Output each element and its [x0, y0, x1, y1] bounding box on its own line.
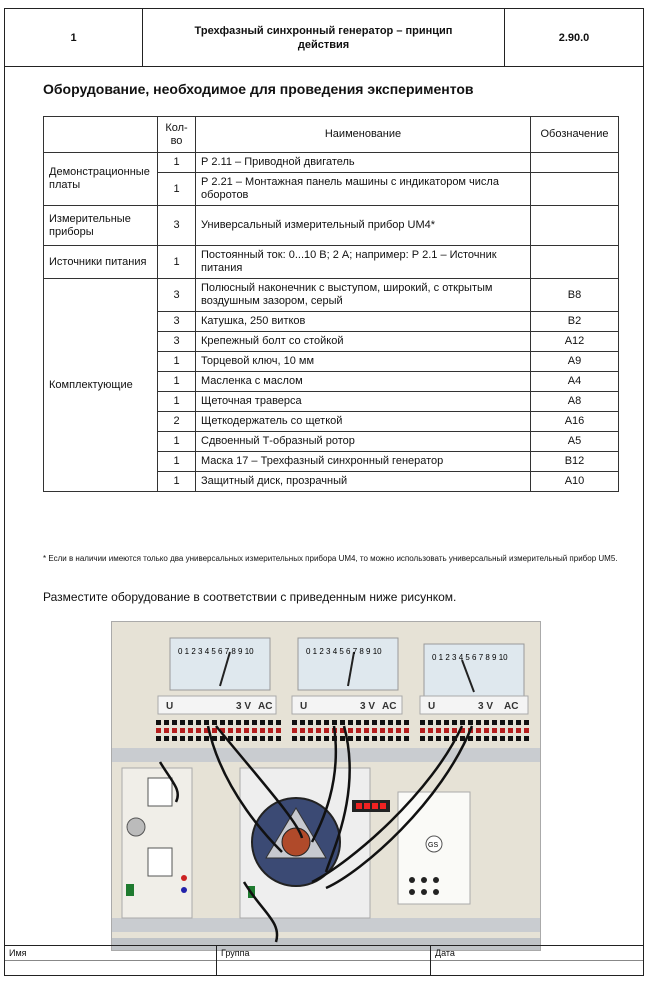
- socket: [492, 720, 497, 725]
- socket: [252, 720, 257, 725]
- socket: [500, 720, 505, 725]
- socket: [180, 728, 185, 733]
- designation-cell: А9: [531, 352, 619, 372]
- socket: [484, 736, 489, 741]
- name-cell: Щеткодержатель со щеткой: [196, 412, 531, 432]
- socket: [500, 728, 505, 733]
- designation-cell: А5: [531, 432, 619, 452]
- header-code: 2.90.0: [558, 31, 590, 44]
- socket: [260, 728, 265, 733]
- socket: [436, 720, 441, 725]
- socket: [244, 728, 249, 733]
- name-cell: Р 2.21 – Монтажная панель машины с индикатором числа оборотов: [196, 173, 531, 206]
- socket: [188, 736, 193, 741]
- socket: [460, 736, 465, 741]
- footer-group-cell: [217, 946, 431, 975]
- meter-label-range: 3 V: [236, 701, 252, 712]
- meter-1: [170, 638, 270, 690]
- table-row: [44, 279, 619, 312]
- designation-cell: [531, 206, 619, 246]
- footer-date-cell: [431, 946, 643, 975]
- name-cell: Крепежный болт со стойкой: [196, 332, 531, 352]
- socket: [220, 720, 225, 725]
- socket: [436, 736, 441, 741]
- name-cell: Катушка, 250 витков: [196, 312, 531, 332]
- socket: [156, 736, 161, 741]
- socket: [164, 720, 169, 725]
- rail: [112, 918, 541, 932]
- switch: [126, 884, 134, 896]
- designation-cell: А12: [531, 332, 619, 352]
- name-cell: Масленка с маслом: [196, 372, 531, 392]
- socket: [340, 720, 345, 725]
- socket: [268, 736, 273, 741]
- socket: [180, 736, 185, 741]
- group-cell: Комплектующие: [44, 279, 158, 492]
- socket: [300, 736, 305, 741]
- socket: [332, 720, 337, 725]
- socket: [204, 720, 209, 725]
- socket: [316, 720, 321, 725]
- socket: [380, 720, 385, 725]
- socket: [236, 736, 241, 741]
- socket: [164, 736, 169, 741]
- name-cell: Р 2.11 – Приводной двигатель: [196, 153, 531, 173]
- socket: [492, 728, 497, 733]
- socket: [204, 736, 209, 741]
- socket: [476, 736, 481, 741]
- qty-cell: 3: [158, 279, 196, 312]
- socket: [156, 728, 161, 733]
- meter-scale: 0 1 2 3 4 5 6 7 8 9 10: [178, 647, 254, 656]
- qty-cell: 2: [158, 412, 196, 432]
- designation-cell: [531, 153, 619, 173]
- document-page: [4, 8, 644, 976]
- qty-cell: 3: [158, 206, 196, 246]
- socket: [356, 720, 361, 725]
- socket: [188, 720, 193, 725]
- table-row: [44, 153, 619, 173]
- qty-cell: 1: [158, 472, 196, 492]
- socket: [420, 736, 425, 741]
- socket: [356, 728, 361, 733]
- meter-2: [298, 638, 398, 690]
- socket: [476, 720, 481, 725]
- socket: [444, 720, 449, 725]
- name-cell: Постоянный ток: 0...10 В; 2 А; например: Р 2.1 – Источник питания: [196, 246, 531, 279]
- footer: [5, 945, 643, 975]
- socket: [500, 736, 505, 741]
- socket: [524, 736, 529, 741]
- meter-label-u: U: [166, 701, 174, 712]
- group-cell: Демонстрационные платы: [44, 153, 158, 206]
- designation-cell: А4: [531, 372, 619, 392]
- qty-cell: 1: [158, 372, 196, 392]
- socket: [212, 720, 217, 725]
- instruction: Разместите оборудование в соответствии с приведенным ниже рисунком.: [43, 590, 457, 604]
- section-title: Оборудование, необходимое для проведения экспериментов: [43, 81, 474, 97]
- socket: [524, 720, 529, 725]
- socket: [420, 720, 425, 725]
- socket: [388, 736, 393, 741]
- socket: [404, 736, 409, 741]
- name-cell: Маска 17 – Трехфазный синхронный генератор: [196, 452, 531, 472]
- socket: [196, 720, 201, 725]
- qty-cell: 1: [158, 153, 196, 173]
- socket: [372, 720, 377, 725]
- meter-3: [424, 644, 524, 696]
- socket: [356, 736, 361, 741]
- designation-cell: А16: [531, 412, 619, 432]
- socket: [276, 720, 281, 725]
- socket: [348, 736, 353, 741]
- socket: [388, 728, 393, 733]
- socket: [324, 728, 329, 733]
- socket: [244, 720, 249, 725]
- socket: [364, 736, 369, 741]
- socket: [188, 728, 193, 733]
- col-header-designation: Обозначение: [531, 117, 619, 153]
- group-label: Группа: [221, 948, 250, 958]
- socket: [180, 720, 185, 725]
- socket: [420, 728, 425, 733]
- table-header-row: [44, 117, 619, 153]
- socket: [308, 736, 313, 741]
- logo: GS: [428, 842, 439, 849]
- socket: [428, 720, 433, 725]
- socket: [452, 720, 457, 725]
- socket: [380, 728, 385, 733]
- socket: [164, 728, 169, 733]
- col-header-name: Наименование: [196, 117, 531, 153]
- socket: [236, 720, 241, 725]
- header-number: 1: [5, 9, 143, 66]
- socket: [468, 720, 473, 725]
- qty-cell: 3: [158, 332, 196, 352]
- socket: [476, 728, 481, 733]
- meter-scale: 0 1 2 3 4 5 6 7 8 9 10: [432, 653, 508, 662]
- socket: [172, 720, 177, 725]
- meter-label-u: U: [300, 701, 308, 712]
- name-cell: Торцевой ключ, 10 мм: [196, 352, 531, 372]
- socket: [324, 720, 329, 725]
- designation-cell: [531, 246, 619, 279]
- designation-cell: [531, 173, 619, 206]
- qty-cell: 1: [158, 246, 196, 279]
- socket: [236, 728, 241, 733]
- socket: [308, 728, 313, 733]
- name-cell: Универсальный измерительный прибор UM4*: [196, 206, 531, 246]
- qty-cell: 1: [158, 432, 196, 452]
- meter-label-mode: AC: [382, 701, 397, 712]
- socket: [340, 736, 345, 741]
- qty-cell: 1: [158, 173, 196, 206]
- qty-cell: 1: [158, 352, 196, 372]
- socket: [348, 720, 353, 725]
- socket: [316, 728, 321, 733]
- socket: [388, 720, 393, 725]
- socket: [268, 720, 273, 725]
- socket: [228, 728, 233, 733]
- socket: [260, 720, 265, 725]
- socket: [492, 736, 497, 741]
- col-header-qty: Кол-во: [158, 117, 196, 153]
- name-label: Имя: [9, 948, 27, 958]
- socket: [276, 728, 281, 733]
- meter-label-range: 3 V: [478, 701, 494, 712]
- group-cell: Измерительные приборы: [44, 206, 158, 246]
- meter-label-range: 3 V: [360, 701, 376, 712]
- group-cell: Источники питания: [44, 246, 158, 279]
- header: [5, 9, 643, 67]
- socket: [404, 728, 409, 733]
- socket: [196, 728, 201, 733]
- socket: [428, 728, 433, 733]
- socket: [300, 728, 305, 733]
- socket: [364, 720, 369, 725]
- socket: [404, 720, 409, 725]
- socket: [316, 736, 321, 741]
- socket: [172, 728, 177, 733]
- socket: [428, 736, 433, 741]
- socket: [436, 728, 441, 733]
- meter-label-mode: AC: [258, 701, 273, 712]
- socket: [172, 736, 177, 741]
- socket: [196, 736, 201, 741]
- socket: [380, 736, 385, 741]
- footnote: * Если в наличии имеются только два универсальных измерительных прибора UM4, то можно использовать универсальный измерительный прибор UM5.: [43, 554, 618, 563]
- footer-name-cell: [5, 946, 217, 975]
- name-cell: Щеточная траверса: [196, 392, 531, 412]
- meter-label-u: U: [428, 701, 436, 712]
- table-row: [44, 206, 619, 246]
- equipment-illustration: [112, 622, 541, 951]
- socket: [308, 720, 313, 725]
- socket: [228, 720, 233, 725]
- socket: [364, 728, 369, 733]
- meter-scale: 0 1 2 3 4 5 6 7 8 9 10: [306, 647, 382, 656]
- socket: [444, 728, 449, 733]
- designation-cell: В12: [531, 452, 619, 472]
- socket: [508, 720, 513, 725]
- designation-cell: А10: [531, 472, 619, 492]
- socket: [348, 728, 353, 733]
- socket: [508, 728, 513, 733]
- socket: [156, 720, 161, 725]
- socket: [484, 720, 489, 725]
- name-cell: Полюсный наконечник с выступом, широкий, с открытым воздушным зазором, серый: [196, 279, 531, 312]
- socket: [516, 728, 521, 733]
- socket: [396, 736, 401, 741]
- equipment-photo: [111, 621, 541, 951]
- name-cell: Сдвоенный Т-образный ротор: [196, 432, 531, 452]
- socket: [516, 720, 521, 725]
- socket: [292, 728, 297, 733]
- socket: [252, 728, 257, 733]
- socket: [292, 736, 297, 741]
- socket: [260, 736, 265, 741]
- socket: [372, 736, 377, 741]
- col-header-group: [44, 117, 158, 153]
- socket: [396, 728, 401, 733]
- equipment-table: [43, 116, 619, 492]
- socket: [396, 720, 401, 725]
- socket: [268, 728, 273, 733]
- name-cell: Защитный диск, прозрачный: [196, 472, 531, 492]
- socket: [452, 728, 457, 733]
- rail: [112, 748, 541, 762]
- meter-label-mode: AC: [504, 701, 519, 712]
- designation-cell: А8: [531, 392, 619, 412]
- socket: [372, 728, 377, 733]
- designation-cell: В8: [531, 279, 619, 312]
- socket: [508, 736, 513, 741]
- qty-cell: 1: [158, 392, 196, 412]
- machine-panel: [240, 768, 370, 918]
- qty-cell: 1: [158, 452, 196, 472]
- date-label: Дата: [435, 948, 455, 958]
- socket: [524, 728, 529, 733]
- qty-cell: 3: [158, 312, 196, 332]
- socket: [276, 736, 281, 741]
- socket: [516, 736, 521, 741]
- knob: [127, 818, 145, 836]
- table-row: [44, 246, 619, 279]
- socket: [292, 720, 297, 725]
- socket: [460, 720, 465, 725]
- socket: [444, 736, 449, 741]
- socket: [300, 720, 305, 725]
- socket: [252, 736, 257, 741]
- header-title: Трехфазный синхронный генератор – принцип действия: [143, 9, 505, 66]
- socket: [324, 736, 329, 741]
- socket: [244, 736, 249, 741]
- socket: [484, 728, 489, 733]
- socket: [212, 728, 217, 733]
- designation-cell: В2: [531, 312, 619, 332]
